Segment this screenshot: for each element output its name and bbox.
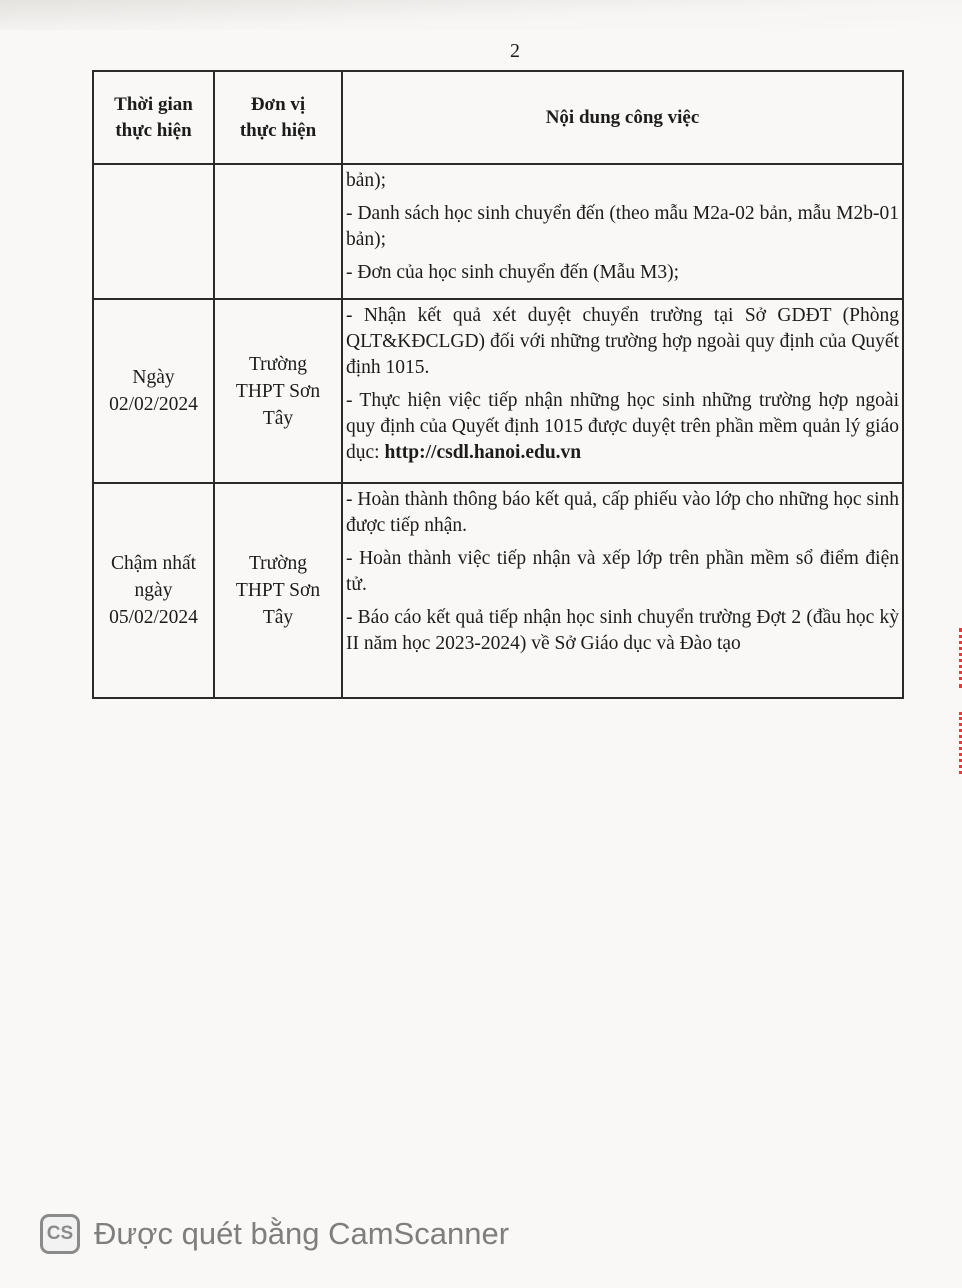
- row-1-time: [93, 164, 214, 299]
- header-unit-line-1: Đơn vị: [250, 93, 306, 115]
- row-1-unit: [214, 164, 342, 299]
- red-stamp-edge: [945, 628, 962, 688]
- table-row: [93, 483, 903, 698]
- header-content: Nội dung công việc: [342, 71, 903, 164]
- header-unit-line-2: thực hiện: [239, 119, 317, 141]
- camscanner-logo-icon: CS: [40, 1214, 80, 1254]
- content-line: - Đơn của học sinh chuyển đến (Mẫu M3);: [346, 262, 680, 283]
- scanner-watermark: [40, 1212, 509, 1256]
- row-2-content: [342, 299, 903, 483]
- content-text: - Thực hiện việc tiếp nhận những học sinh những trường hợp ngoài quy định của Quyết định 1015 được duyệt trên phần mềm quản lý giáo dục:: [346, 390, 899, 463]
- content-line: - Nhận kết quả xét duyệt chuyển trường tại Sở GDĐT (Phòng QLT&KĐCLGD) đối với những trường hợp ngoài quy định của Quyết định 1015.: [346, 305, 899, 378]
- unit-line: Trường: [248, 553, 308, 574]
- unit-line: THPT Sơn: [235, 380, 321, 402]
- header-time: [93, 71, 214, 164]
- watermark-text: Được quét bằng CamScanner: [94, 1216, 510, 1251]
- time-line: Chậm nhất: [110, 553, 197, 574]
- time-line: 02/02/2024: [109, 394, 198, 415]
- table-row: [93, 299, 903, 483]
- unit-line: Tây: [262, 607, 294, 628]
- content-line: - Danh sách học sinh chuyển đến (theo mẫu M2a-02 bản, mẫu M2b-01 bản);: [346, 203, 899, 250]
- time-line: ngày: [134, 580, 173, 601]
- scan-shadow: [0, 0, 962, 30]
- row-3-time: [93, 483, 214, 698]
- unit-line: Trường: [248, 353, 308, 375]
- header-unit: [214, 71, 342, 164]
- time-line: 05/02/2024: [109, 607, 198, 628]
- table-header-row: [93, 71, 903, 164]
- red-stamp-edge: [945, 712, 962, 774]
- content-line: bản);: [346, 170, 387, 191]
- schedule-table: [92, 70, 904, 699]
- page-number: 2: [510, 40, 520, 62]
- row-3-unit: [214, 483, 342, 698]
- row-3-content: [342, 483, 903, 698]
- row-1-content: [342, 164, 903, 299]
- header-time-line-2: thực hiện: [115, 119, 192, 141]
- row-2-time: [93, 299, 214, 483]
- content-link: http://csdl.hanoi.edu.vn: [384, 442, 582, 463]
- content-line: - Báo cáo kết quả tiếp nhận học sinh chuyển trường Đợt 2 (đầu học kỳ II năm học 2023-2024) về Sở Giáo dục và Đào tạo: [346, 607, 899, 654]
- content-line: - Hoàn thành việc tiếp nhận và xếp lớp trên phần mềm sổ điểm điện tử.: [346, 548, 899, 595]
- row-2-unit: [214, 299, 342, 483]
- unit-line: Tây: [262, 407, 294, 429]
- content-line: - Hoàn thành thông báo kết quả, cấp phiếu vào lớp cho những học sinh được tiếp nhận.: [346, 489, 899, 536]
- header-time-line-1: Thời gian: [114, 93, 193, 115]
- content-line: [346, 388, 899, 466]
- time-line: Ngày: [132, 367, 175, 388]
- unit-line: THPT Sơn: [235, 580, 321, 601]
- table-row: [93, 164, 903, 299]
